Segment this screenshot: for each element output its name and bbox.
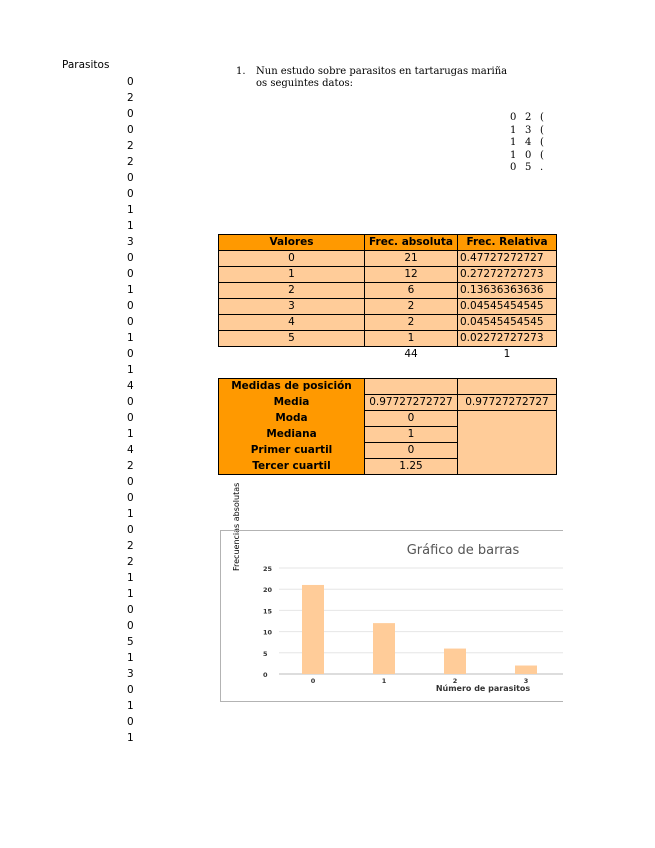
column-value: 1: [127, 652, 134, 664]
table-cell: 0.47727272727: [458, 251, 557, 267]
column-value: 0: [127, 172, 134, 184]
x-tick-label: 0: [310, 677, 316, 685]
matrix-cell: 3: [525, 124, 532, 136]
table-cell: 0: [219, 251, 365, 267]
data-matrix: [510, 112, 562, 175]
position-label: Mediana: [219, 427, 365, 443]
table-cell: 0.27272727273: [458, 267, 557, 283]
column-value: 0: [127, 476, 134, 488]
column-value: 0: [127, 492, 134, 504]
column-value: 0: [127, 620, 134, 632]
table-cell: 1: [219, 267, 365, 283]
table-cell: 2: [219, 283, 365, 299]
y-tick-label: 5: [263, 649, 268, 658]
column-value: 0: [127, 108, 134, 120]
table-cell: 12: [365, 267, 458, 283]
table-row: [219, 411, 557, 427]
matrix-row: [510, 162, 562, 175]
position-label: Moda: [219, 411, 365, 427]
total-absolute: 44: [365, 347, 458, 363]
position-value-2: [458, 459, 557, 475]
column-value: 0: [127, 76, 134, 88]
column-value: 0: [127, 524, 134, 536]
column-value: 1: [127, 364, 134, 376]
table-row: [219, 331, 557, 347]
column-value: 2: [127, 92, 134, 104]
position-header-empty-1: [365, 379, 458, 395]
matrix-cell: 1: [510, 124, 517, 136]
total-relative: 1: [458, 347, 557, 363]
total-empty: [219, 347, 365, 363]
position-value-2: [458, 427, 557, 443]
column-value: 3: [127, 236, 134, 248]
matrix-cell: 2: [525, 112, 532, 123]
table-row: [219, 459, 557, 475]
y-tick-label: 20: [263, 586, 273, 595]
y-tick-label: 10: [263, 628, 273, 637]
header-frec-absoluta: Frec. absoluta: [365, 235, 458, 251]
matrix-row: [510, 125, 562, 138]
matrix-cell: (: [540, 149, 544, 161]
table-cell: 5: [219, 331, 365, 347]
column-value: 1: [127, 572, 134, 584]
column-value: 1: [127, 508, 134, 520]
table-row: [219, 443, 557, 459]
column-value: 1: [127, 732, 134, 744]
x-tick-label: 3: [523, 677, 529, 685]
column-value: 2: [127, 140, 134, 152]
y-tick-label: 25: [263, 565, 273, 573]
column-value: 1: [127, 428, 134, 440]
x-tick-label: 2: [452, 677, 458, 685]
chart-title: Gráfico de barras: [406, 543, 520, 558]
table-row: [219, 251, 557, 267]
column-value: 1: [127, 204, 134, 216]
table-cell: 6: [365, 283, 458, 299]
matrix-cell: (: [540, 124, 544, 136]
chart-bar: [302, 585, 324, 674]
column-value: 0: [127, 684, 134, 696]
column-value: 5: [127, 636, 134, 648]
column-value: 0: [127, 124, 134, 136]
position-measures-table: [218, 378, 557, 475]
position-value: 0: [365, 411, 458, 427]
totals-row: [219, 347, 557, 363]
position-value: 1.25: [365, 459, 458, 475]
table-row: [219, 427, 557, 443]
chart-bar: [515, 666, 537, 674]
matrix-row: [510, 137, 562, 150]
x-tick-label: 1: [381, 677, 387, 685]
matrix-row: [510, 150, 562, 163]
table-row: [219, 299, 557, 315]
table-row: [219, 315, 557, 331]
column-value: 1: [127, 332, 134, 344]
chart-bar: [444, 649, 466, 674]
matrix-cell: 1: [510, 149, 517, 161]
chart-y-axis-label: Frecuencias absolutas: [232, 482, 241, 571]
position-label: Primer cuartil: [219, 443, 365, 459]
position-value: 0: [365, 443, 458, 459]
column-value: 0: [127, 268, 134, 280]
table-cell: 0.13636363636: [458, 283, 557, 299]
column-value: 0: [127, 604, 134, 616]
table-cell: 2: [365, 299, 458, 315]
column-header: Parasitos: [62, 59, 110, 71]
position-value-2: [458, 443, 557, 459]
column-value: 2: [127, 540, 134, 552]
column-value: 0: [127, 316, 134, 328]
table-row: [219, 283, 557, 299]
position-header-empty-2: [458, 379, 557, 395]
table-cell: 3: [219, 299, 365, 315]
matrix-row: [510, 112, 562, 125]
matrix-cell: 0: [525, 149, 532, 161]
column-value: 1: [127, 284, 134, 296]
matrix-cell: 0: [510, 162, 517, 173]
frequency-table: [218, 234, 557, 362]
position-value-2: [458, 411, 557, 427]
table-cell: 2: [365, 315, 458, 331]
position-label: Tercer cuartil: [219, 459, 365, 475]
problem-number: 1.: [236, 66, 246, 77]
column-value: 3: [127, 668, 134, 680]
column-value: 1: [127, 220, 134, 232]
matrix-cell: .: [540, 162, 544, 173]
table-cell: 21: [365, 251, 458, 267]
column-value: 2: [127, 460, 134, 472]
position-label: Media: [219, 395, 365, 411]
position-header: Medidas de posición: [219, 379, 365, 395]
column-value: 0: [127, 396, 134, 408]
column-value: 4: [127, 380, 134, 392]
chart-x-axis-label: Número de parasitos: [435, 684, 531, 693]
column-value: 4: [127, 444, 134, 456]
table-cell: 4: [219, 315, 365, 331]
y-tick-label: 0: [263, 671, 268, 679]
column-values: [127, 74, 141, 746]
table-row: [219, 395, 557, 411]
problem-line-1: Nun estudo sobre parasitos en tartarugas mariña: [256, 66, 508, 77]
column-value: 0: [127, 300, 134, 312]
column-value: 0: [127, 348, 134, 360]
column-value: 1: [127, 588, 134, 600]
column-value: 2: [127, 556, 134, 568]
bar-chart-svg: [221, 531, 563, 701]
matrix-cell: 1: [510, 137, 517, 148]
bar-chart: [220, 530, 563, 702]
header-valores: Valores: [219, 235, 365, 251]
matrix-cell: 0: [510, 112, 517, 123]
problem-line-2: os seguintes datos:: [256, 78, 354, 89]
y-tick-label: 15: [263, 607, 273, 616]
column-value: 0: [127, 188, 134, 200]
column-value: 2: [127, 156, 134, 168]
column-value: 1: [127, 700, 134, 712]
column-value: 0: [127, 252, 134, 264]
column-value: 0: [127, 412, 134, 424]
position-value: 0.97727272727: [365, 395, 458, 411]
table-cell: 0.02272727273: [458, 331, 557, 347]
table-cell: 0.04545454545: [458, 299, 557, 315]
position-value: 1: [365, 427, 458, 443]
problem-statement: [236, 66, 562, 90]
matrix-cell: 5: [525, 162, 532, 173]
matrix-cell: (: [540, 112, 544, 123]
matrix-cell: 4: [525, 137, 532, 148]
table-cell: 0.04545454545: [458, 315, 557, 331]
column-value: 0: [127, 716, 134, 728]
table-cell: 1: [365, 331, 458, 347]
header-frec-relativa: Frec. Relativa: [458, 235, 557, 251]
position-value-2: 0.97727272727: [458, 395, 557, 411]
matrix-cell: (: [540, 137, 544, 148]
chart-bar: [373, 623, 395, 674]
table-row: [219, 267, 557, 283]
